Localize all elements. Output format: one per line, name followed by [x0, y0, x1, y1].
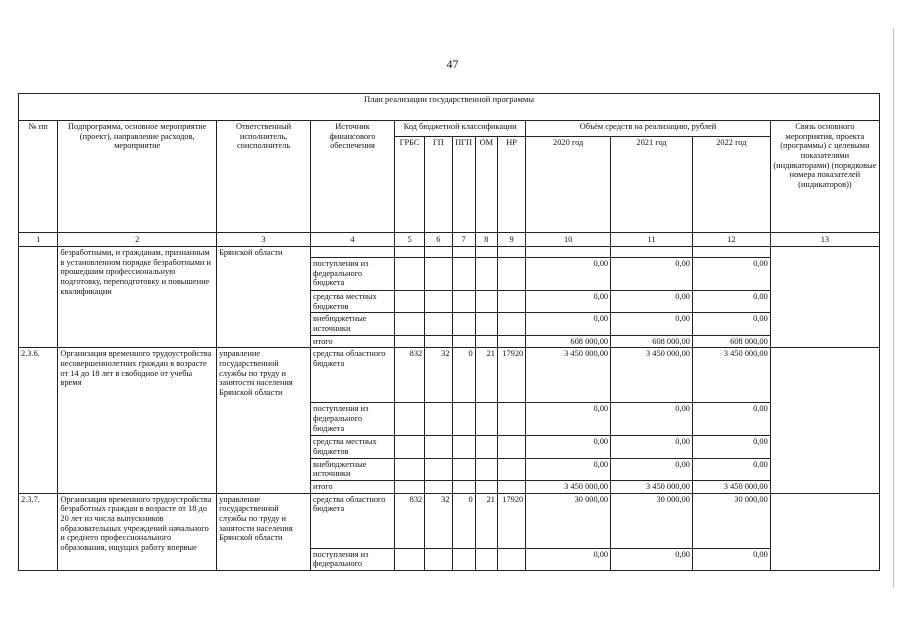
- row-number: 2.3.7.: [19, 493, 58, 570]
- code-grbs: 832: [394, 493, 424, 548]
- amount-2022: 0,00: [692, 458, 770, 480]
- amount-2022: 0,00: [692, 548, 770, 570]
- col-number: 12: [692, 233, 770, 247]
- amount-2022: [692, 247, 770, 258]
- col-number: 7: [452, 233, 475, 247]
- header-name: Подпрограмма, основное мероприятие (проект), направление расходов, мероприятие: [58, 121, 217, 233]
- amount-2022: 0,00: [692, 436, 770, 458]
- header-volume: Объём средств на реализацию, рублей: [526, 121, 771, 137]
- funding-source: средства областного бюджета: [311, 493, 395, 548]
- code-grbs: 832: [394, 348, 424, 403]
- table-row: [19, 348, 880, 403]
- header-gp: ГП: [425, 137, 452, 233]
- row-number: [19, 247, 58, 348]
- amount-2020: 0,00: [526, 291, 611, 313]
- funding-source: поступления из федерального бюджета: [311, 403, 395, 436]
- funding-source: средства областного бюджета: [311, 348, 395, 403]
- amount-2020: 3 450 000,00: [526, 480, 611, 493]
- amount-2021: 0,00: [611, 258, 693, 291]
- executor: управление государственной службы по труду и занятости населения Брянской области: [217, 493, 311, 570]
- amount-2022: 3 450 000,00: [692, 348, 770, 403]
- table-row: [19, 493, 880, 548]
- funding-source: поступления из федерального: [311, 548, 395, 570]
- amount-2020: 0,00: [526, 458, 611, 480]
- code-pgp: 0: [452, 493, 475, 548]
- page-number: 47: [446, 57, 459, 71]
- column-number-row: [19, 233, 880, 247]
- header-budget-code: Код бюджетной классификации: [394, 121, 525, 137]
- funding-source: средства местных бюджетов: [311, 291, 395, 313]
- col-number: 8: [475, 233, 497, 247]
- code-pgp: 0: [452, 348, 475, 403]
- header-nr: НР: [497, 137, 525, 233]
- funding-source: внебюджетные источники: [311, 458, 395, 480]
- funding-source: поступления из федерального бюджета: [311, 258, 395, 291]
- table-row: [19, 247, 880, 258]
- header-2020: 2020 год: [526, 137, 611, 233]
- amount-2021: 0,00: [611, 313, 693, 335]
- amount-2021: 3 450 000,00: [611, 480, 693, 493]
- header-source: Источник финансового обеспечения: [311, 121, 395, 233]
- col-number: 13: [770, 233, 879, 247]
- header-om: ОМ: [475, 137, 497, 233]
- row-number: 2.3.6.: [19, 348, 58, 493]
- header-2022: 2022 год: [692, 137, 770, 233]
- header-grbs: ГРБС: [394, 137, 424, 233]
- funding-source: средства местных бюджетов: [311, 436, 395, 458]
- header-no: № пп: [19, 121, 58, 233]
- code-om: 21: [475, 493, 497, 548]
- amount-2021: 608 000,00: [611, 335, 693, 348]
- funding-source: внебюджетные источники: [311, 313, 395, 335]
- col-number: 5: [394, 233, 424, 247]
- activity-name: Организация временного трудоустройства несовершеннолетних граждан в возрасте от 14 до 18 лет в свободное от учебы время: [58, 348, 217, 493]
- funding-source: итого: [311, 480, 395, 493]
- page-edge-line: [893, 28, 894, 588]
- amount-2020: 608 000,00: [526, 335, 611, 348]
- amount-2022: 0,00: [692, 258, 770, 291]
- amount-2022: 30 000,00: [692, 493, 770, 548]
- header-2021: 2021 год: [611, 137, 693, 233]
- amount-2022: 0,00: [692, 403, 770, 436]
- amount-2021: 0,00: [611, 458, 693, 480]
- amount-2020: 0,00: [526, 403, 611, 436]
- amount-2021: 0,00: [611, 291, 693, 313]
- col-number: 6: [425, 233, 452, 247]
- amount-2022: 3 450 000,00: [692, 480, 770, 493]
- amount-2021: 30 000,00: [611, 493, 693, 548]
- amount-2020: 30 000,00: [526, 493, 611, 548]
- header-link: Связь основного мероприятия, проекта (программы) с целевыми показателями (индикаторами) (порядковые номера показателей (индикаторов)): [770, 121, 879, 233]
- col-number: 2: [58, 233, 217, 247]
- col-number: 9: [497, 233, 525, 247]
- indicator-link: [770, 493, 879, 570]
- header-executor: Ответственный исполнитель, соисполнитель: [217, 121, 311, 233]
- amount-2021: 0,00: [611, 436, 693, 458]
- amount-2021: 3 450 000,00: [611, 348, 693, 403]
- amount-2021: 0,00: [611, 403, 693, 436]
- amount-2020: 0,00: [526, 436, 611, 458]
- code-om: 21: [475, 348, 497, 403]
- col-number: 10: [526, 233, 611, 247]
- amount-2022: 608 000,00: [692, 335, 770, 348]
- col-number: 1: [19, 233, 58, 247]
- col-number: 11: [611, 233, 693, 247]
- header-pgp: ПГП: [452, 137, 475, 233]
- col-number: 3: [217, 233, 311, 247]
- amount-2021: 0,00: [611, 548, 693, 570]
- code-nr: 17920: [497, 493, 525, 548]
- executor: Брянской области: [217, 247, 311, 348]
- col-number: 4: [311, 233, 395, 247]
- indicator-link: [770, 348, 879, 493]
- activity-name: безработными, и гражданам, признанным в установленном порядке безработными и прошедшим профессиональную подготовку, переподготовку и повышение квалификации: [58, 247, 217, 348]
- funding-source: [311, 247, 395, 258]
- program-plan-table: [18, 93, 880, 571]
- amount-2020: [526, 247, 611, 258]
- amount-2020: 0,00: [526, 313, 611, 335]
- amount-2020: 0,00: [526, 258, 611, 291]
- code-nr: 17920: [497, 348, 525, 403]
- activity-name: Организация временного трудоустройства безработных граждан в возрасте от 18 до 20 лет из числа выпускников образовательных учреждений начального и среднего профессионального образования, ищущих работу впервые: [58, 493, 217, 570]
- code-gp: 32: [425, 348, 452, 403]
- table-title: План реализации государственной программы: [19, 94, 880, 121]
- funding-source: итого: [311, 335, 395, 348]
- code-gp: 32: [425, 493, 452, 548]
- amount-2021: [611, 247, 693, 258]
- amount-2020: 0,00: [526, 548, 611, 570]
- indicator-link: [770, 247, 879, 348]
- executor: управление государственной службы по труду и занятости населения Брянской области: [217, 348, 311, 493]
- amount-2022: 0,00: [692, 291, 770, 313]
- amount-2022: 0,00: [692, 313, 770, 335]
- amount-2020: 3 450 000,00: [526, 348, 611, 403]
